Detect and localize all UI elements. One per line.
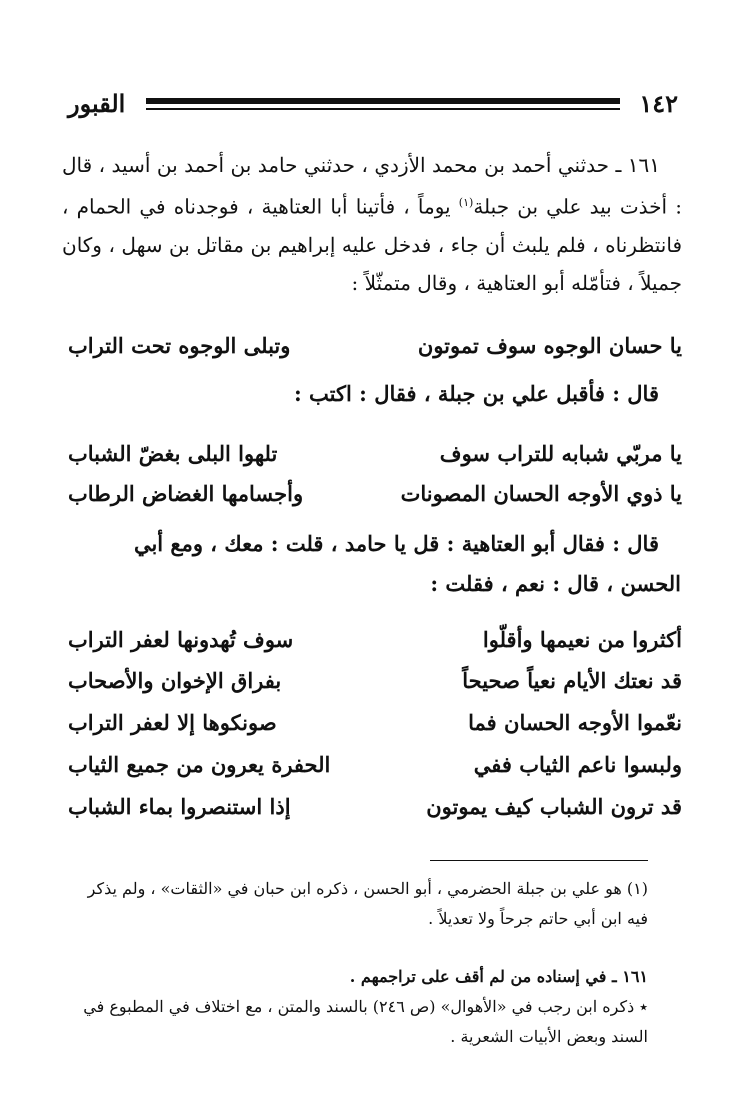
footnote-isnad: ١٦١ ـ في إسناده من لم أقف على تراجمهم .: [349, 967, 648, 986]
verse-second-hemistich: تلهوا البلى بغضّ الشباب: [68, 441, 278, 466]
verse-line: [68, 787, 682, 827]
verse-first-hemistich: نعّموا الأوجه الحسان فما: [468, 710, 682, 735]
verse-line: [68, 474, 682, 514]
narration-text-end: يوماً ، فأتينا أبا العتاهية ، فوجدناه في الحمام ، فانتظرناه ، فلم يلبث أن جاء ، فدخل عليه إبراهيم بن مقاتل بن سهل ، وكان جميلاً ، فتأمّله أبو العتاهية ، وقال متمثّلاً :: [62, 194, 682, 295]
header-rule-thick: [146, 98, 620, 104]
verse-line: [68, 661, 682, 701]
verse-second-hemistich: إذا استنصروا بماء الشباب: [68, 794, 291, 819]
verse-second-hemistich: وأجسامها الغضاض الرطاب: [68, 481, 304, 506]
verse-line: [68, 434, 682, 474]
verse-second-hemistich: سوف تُهدونها لعفر التراب: [68, 627, 294, 652]
narration-paragraph: [62, 146, 682, 302]
verse-line: [68, 703, 682, 743]
verse-second-hemistich: صونكوها إلا لعفر التراب: [68, 710, 277, 735]
verse-first-hemistich: ولبسوا ناعم الثياب ففي: [473, 752, 682, 777]
verse-first-hemistich: يا ذوي الأوجه الحسان المصونات: [400, 481, 682, 506]
narration-line: قال : فأقبل علي بن جبلة ، فقال : اكتب :: [293, 381, 659, 406]
running-title: القبور: [68, 89, 126, 118]
narration-line: قال : فقال أبو العتاهية : قل يا حامد ، قلت : معك ، ومع أبي: [133, 531, 659, 556]
footnote-reference: (١): [458, 196, 474, 209]
header-rule-thin: [146, 108, 620, 110]
page-header: [68, 84, 678, 124]
verse-first-hemistich: يا حسان الوجوه سوف تموتون: [417, 333, 682, 358]
verse-second-hemistich: وتبلى الوجوه تحت التراب: [68, 333, 291, 358]
narration-text-start: ١٦١ ـ حدثني أحمد بن محمد الأزدي ، حدثني حامد بن أحمد بن أسيد ، قال : أخذت بيد علي بن جبلة: [62, 153, 682, 219]
verse-first-hemistich: يا مربّي شبابه للتراب سوف: [439, 441, 682, 466]
footnote-source: ٭ ذكره ابن رجب في «الأهوال» (ص ٢٤٦) بالسند والمتن ، مع اختلاف في المطبوع في السند وبعض الأبيات الشعرية .: [83, 997, 648, 1046]
verse-line: [68, 620, 682, 660]
page-number: ١٤٢: [639, 89, 678, 118]
footnote-1: (١) هو علي بن جبلة الحضرمي ، أبو الحسن ، ذكره ابن حبان في «الثقات» ، ولم يذكر فيه ابن أبي حاتم جرحاً ولا تعديلاً .: [87, 879, 648, 928]
verse-second-hemistich: الحفرة يعرون من جميع الثياب: [68, 752, 331, 777]
verse-first-hemistich: أكثروا من نعيمها وأقلّوا: [482, 627, 682, 652]
narration-line: الحسن ، قال : نعم ، فقلت :: [430, 571, 681, 596]
verse-first-hemistich: قد ترون الشباب كيف يموتون: [426, 794, 682, 819]
verse-second-hemistich: بفراق الإخوان والأصحاب: [68, 668, 282, 693]
verse-line: [68, 326, 682, 366]
footnote-separator: [430, 860, 648, 861]
verse-line: [68, 745, 682, 785]
verse-first-hemistich: قد نعتك الأيام نعياً صحيحاً: [462, 668, 682, 693]
